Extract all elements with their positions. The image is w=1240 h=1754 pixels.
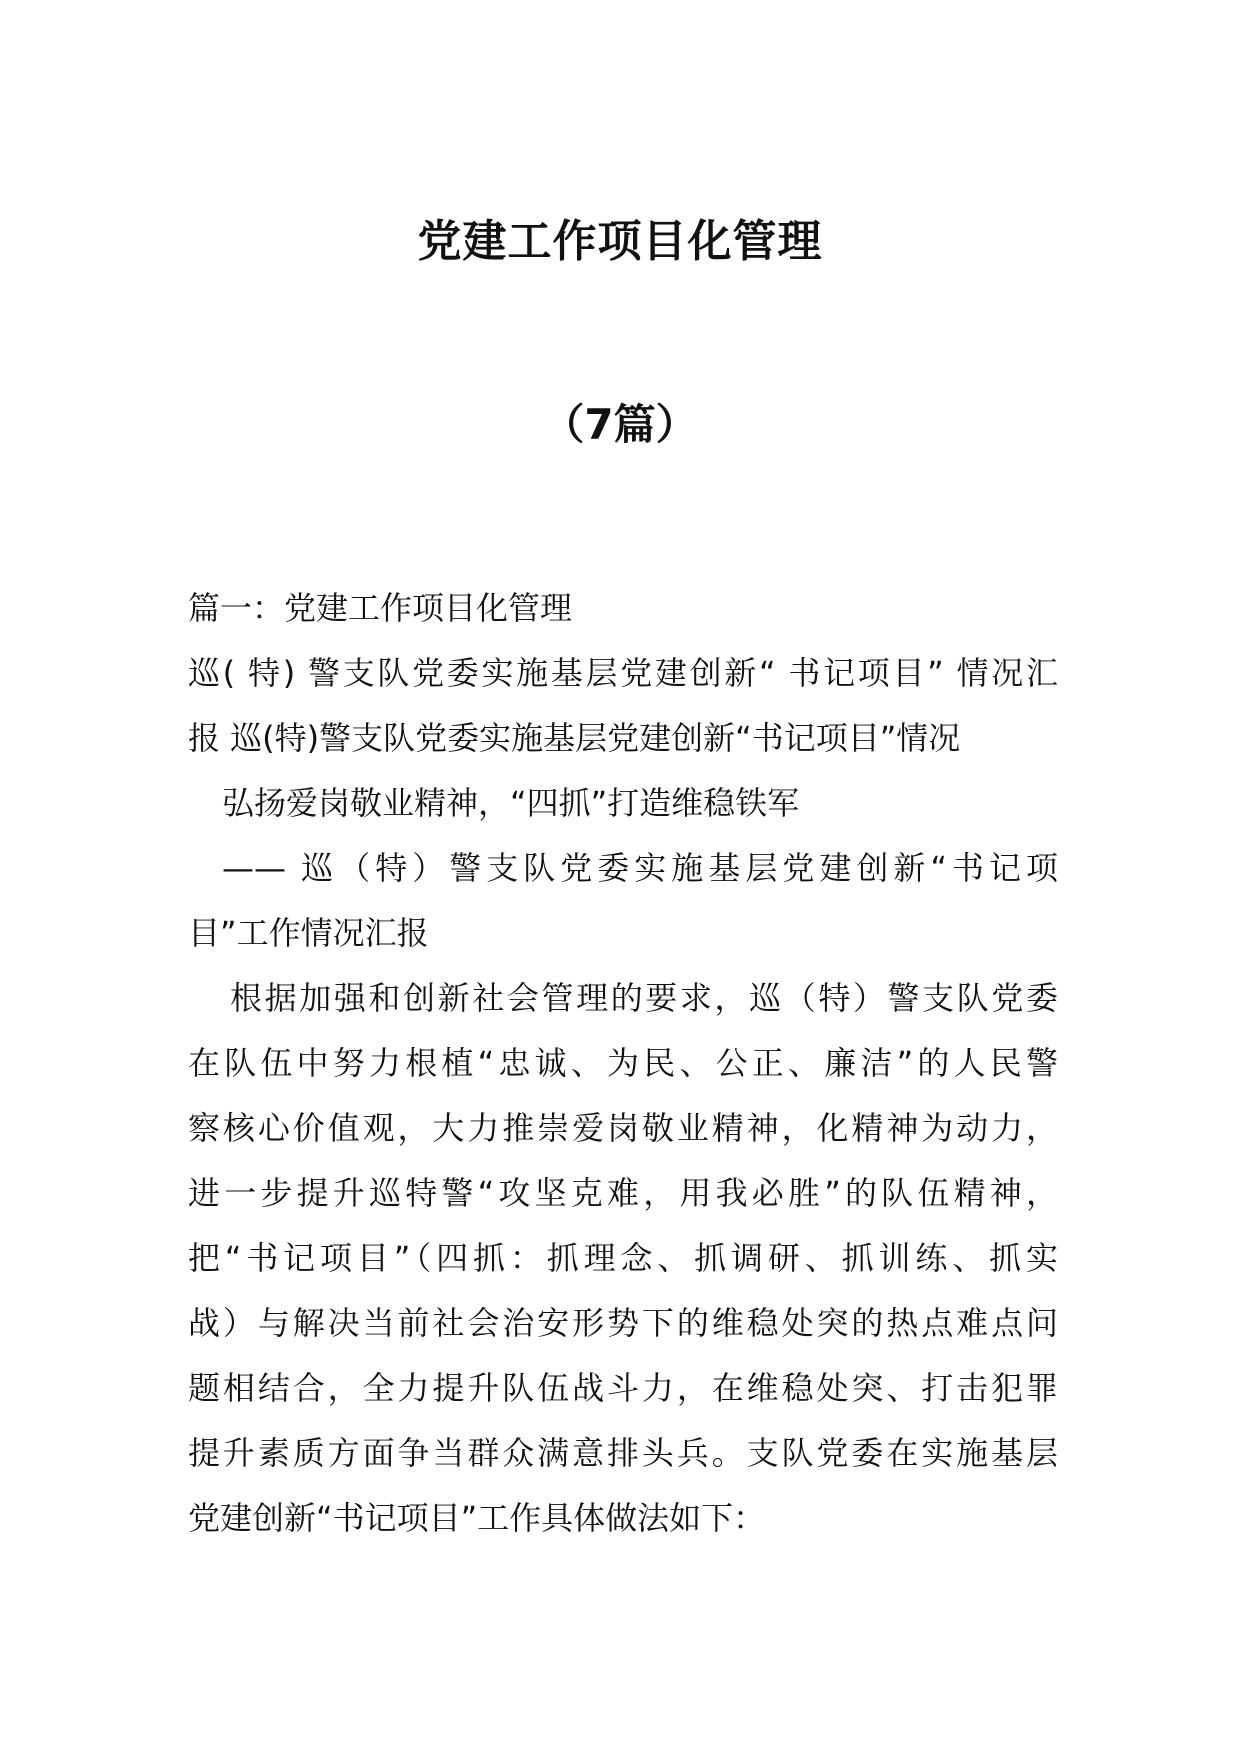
body-line: 在队伍中努力根植“忠诚、为民、公正、廉洁”的人民警 bbox=[188, 1044, 1058, 1082]
document-body bbox=[188, 576, 1058, 1551]
document-title: 党建工作项目化管理 bbox=[417, 216, 823, 267]
body-line: 战）与解决当前社会治安形势下的维稳处突的热点难点问 bbox=[188, 1304, 1058, 1342]
body-line: 进一步提升巡特警“攻坚克难，用我必胜”的队伍精神， bbox=[188, 1174, 1058, 1212]
body-line: 报 巡(特)警支队党委实施基层党建创新“书记项目”情况 bbox=[188, 719, 961, 757]
body-line: 目”工作情况汇报 bbox=[188, 914, 429, 952]
body-line: 察核心价值观，大力推崇爱岗敬业精神，化精神为动力， bbox=[188, 1109, 1058, 1147]
body-line: —— 巡（特）警支队党委实施基层党建创新“书记项 bbox=[222, 849, 1058, 887]
body-line: 把“书记项目”（四抓：抓理念、抓调研、抓训练、抓实 bbox=[188, 1239, 1058, 1277]
document-subtitle: （7篇） bbox=[542, 400, 698, 449]
section-heading: 篇一：党建工作项目化管理 bbox=[188, 589, 573, 627]
body-line: 提升素质方面争当群众满意排头兵。支队党委在实施基层 bbox=[188, 1434, 1058, 1472]
body-line: 弘扬爱岗敬业精神，“四抓”打造维稳铁军 bbox=[222, 784, 800, 822]
body-line: 根据加强和创新社会管理的要求，巡（特）警支队党委 bbox=[230, 979, 1058, 1017]
body-line: 党建创新“书记项目”工作具体做法如下： bbox=[188, 1499, 766, 1537]
body-line: 题相结合，全力提升队伍战斗力，在维稳处突、打击犯罪 bbox=[188, 1369, 1058, 1407]
body-line: 巡( 特) 警支队党委实施基层党建创新“ 书记项目” 情况汇 bbox=[188, 654, 1058, 692]
